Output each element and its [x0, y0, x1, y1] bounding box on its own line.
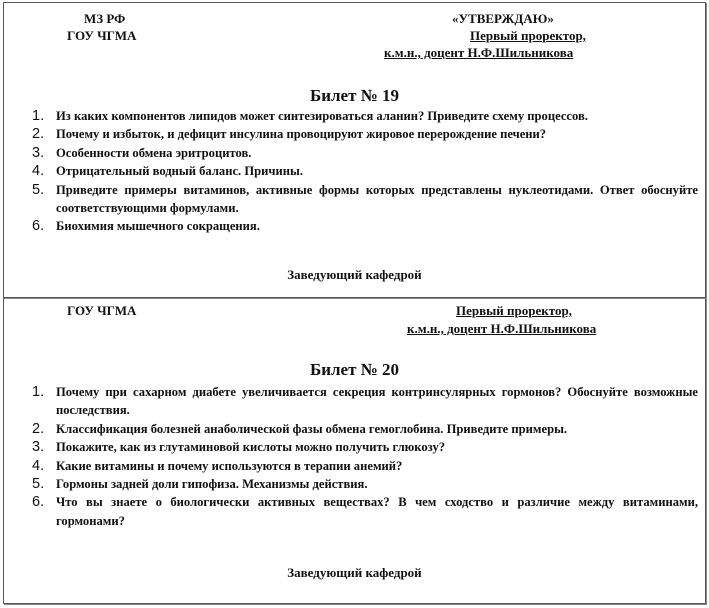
question-item [32, 125, 698, 143]
question-text: Биохимия мышечного сокращения. [56, 219, 260, 234]
question-item [32, 162, 698, 180]
question-number: 1. [32, 384, 45, 400]
question-list [32, 107, 698, 236]
question-item [32, 107, 698, 125]
approval-label: «УТВЕРЖДАЮ» [452, 11, 554, 26]
question-item [32, 144, 698, 162]
question-number: 3. [32, 439, 45, 456]
question-item [32, 217, 698, 235]
question-text: Какие витамины и почему используются в терапии анемий? [56, 458, 403, 473]
question-text: Гормоны задней доли гипофиза. Механизмы действия. [56, 477, 368, 492]
question-number: 6. [32, 494, 45, 511]
question-item [32, 493, 698, 530]
question-number: 4. [32, 457, 45, 474]
question-item [32, 457, 698, 475]
question-number: 3. [32, 144, 45, 161]
ticket-19 [3, 2, 706, 298]
question-text: Особенности обмена эритроцитов. [56, 145, 252, 160]
question-item [32, 438, 698, 456]
question-number: 5. [32, 181, 45, 198]
question-text: Почему и избыток, и дефицит инсулина провоцируют жировое перерождение печени? [56, 127, 547, 142]
school-label: ГОУ ЧГМА [67, 28, 137, 43]
question-number: 2. [32, 420, 45, 437]
question-text: Приведите примеры витаминов, активные формы которых представлены нуклеотидами. Ответ обоснуйте соответствующими формулами. [56, 182, 698, 216]
question-text: Покажите, как из глутаминовой кислоты можно получить глюкозу? [56, 440, 446, 455]
question-list [32, 383, 698, 530]
question-item [32, 181, 698, 218]
ticket-20 [3, 279, 706, 604]
question-item [32, 420, 698, 438]
question-number: 5. [32, 476, 45, 493]
question-number: 6. [32, 218, 45, 235]
ministry-label: МЗ РФ [84, 11, 126, 26]
signoff-label: Заведующий кафедрой [287, 267, 422, 282]
school-label: ГОУ ЧГМА [67, 303, 137, 318]
signatory-label: к.м.н., доцент Н.Ф.Шильникова [407, 321, 597, 336]
question-item [32, 475, 698, 493]
question-text: Почему при сахарном диабете увеличивается секреция контринсулярных гормонов? Обоснуйте возможные последствия. [56, 385, 698, 418]
question-text: Классификация болезней анаболической фазы обмена гемоглобина. Приведите примеры. [56, 421, 568, 436]
question-number: 1. [32, 108, 45, 124]
question-number: 2. [32, 126, 45, 143]
question-number: 4. [32, 163, 45, 180]
question-text: Из каких компонентов липидов может синтезироваться аланин? Приведите схему процессов. [56, 109, 588, 123]
position-label: Первый проректор, [456, 303, 572, 318]
ticket-title: Билет № 19 [309, 86, 400, 105]
question-text: Отрицательный водный баланс. Причины. [56, 164, 303, 179]
signatory-label: к.м.н., доцент Н.Ф.Шильникова [384, 45, 574, 60]
position-label: Первый проректор, [470, 28, 586, 43]
ticket-title: Билет № 20 [309, 360, 400, 379]
signoff-label: Заведующий кафедрой [287, 565, 422, 580]
question-item [32, 383, 698, 420]
question-text: Что вы знаете о биологически активных веществах? В чем сходство и различие между витаминами, гормонами? [56, 495, 698, 528]
